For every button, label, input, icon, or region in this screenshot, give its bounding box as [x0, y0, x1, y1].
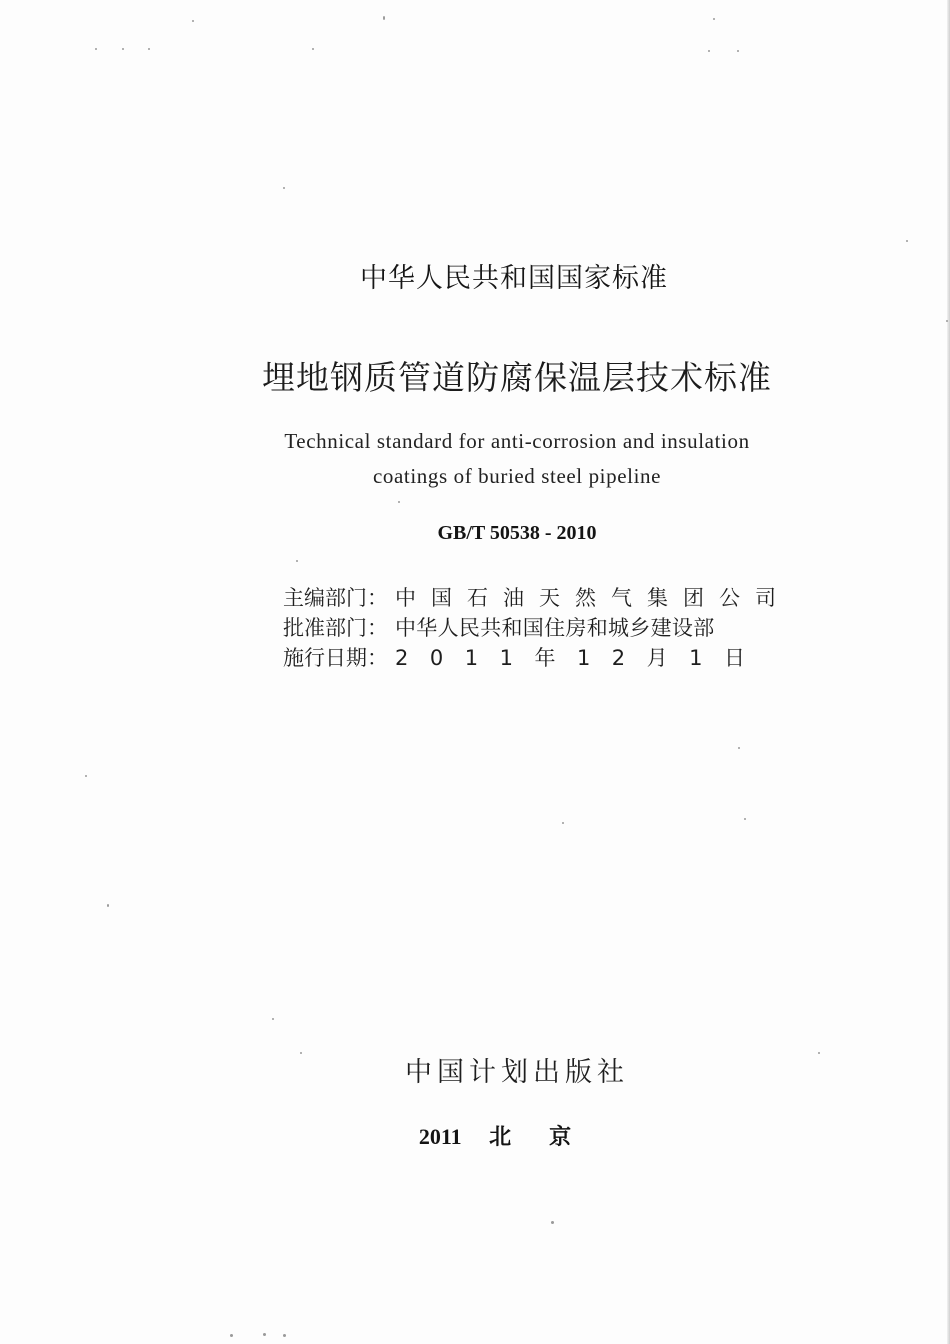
scan-speck: [737, 50, 739, 52]
publication-place-year: [0, 1120, 950, 1151]
scan-speck: [312, 48, 314, 50]
scan-speck: [562, 822, 564, 824]
scan-speck: [192, 20, 194, 22]
publication-year: 2011: [418, 1124, 462, 1149]
info-label: 批准部门：: [283, 616, 388, 640]
scan-speck: [95, 48, 97, 50]
info-label: 施行日期：: [283, 646, 388, 670]
scan-speck: [272, 1018, 274, 1020]
scan-speck: [708, 50, 710, 52]
chief-editor-row: [283, 583, 791, 613]
scan-speck: [263, 1333, 266, 1336]
issuing-info-block: [283, 583, 791, 673]
scan-speck: [738, 747, 740, 749]
effective-date-row: [283, 643, 791, 673]
scan-speck: [283, 187, 285, 189]
document-title-english: [0, 424, 950, 494]
scan-speck: [946, 320, 948, 322]
scan-speck: [713, 18, 715, 20]
scan-speck: [551, 1221, 554, 1224]
chief-editor-value: 中国石油天然气集团公司: [395, 586, 791, 610]
document-title-chinese: 埋地钢质管道防腐保温层技术标准: [262, 358, 772, 397]
standard-series-title: 中华人民共和国国家标准: [360, 263, 668, 294]
english-title-line-1: Technical standard for anti-corrosion and insulation: [284, 429, 750, 453]
scan-speck: [906, 240, 908, 242]
effective-date-value: 2011年12月1日: [395, 646, 767, 670]
scan-speck: [383, 16, 385, 20]
scan-speck: [122, 48, 124, 50]
publication-city: 北京: [489, 1124, 610, 1149]
scan-speck: [230, 1334, 233, 1337]
info-label: 主编部门：: [283, 586, 388, 610]
scan-speck: [107, 904, 109, 907]
approval-dept-row: [283, 613, 791, 643]
scan-speck: [398, 501, 400, 503]
scan-speck: [744, 818, 746, 820]
scan-speck: [296, 560, 298, 562]
scan-speck: [85, 775, 87, 777]
standard-code: GB/T 50538 - 2010: [437, 522, 597, 544]
scan-speck: [283, 1334, 286, 1337]
publisher-name: 中国计划出版社: [405, 1057, 629, 1088]
english-title-line-2: coatings of buried steel pipeline: [372, 464, 662, 488]
approval-dept-value: 中华人民共和国住房和城乡建设部: [395, 616, 715, 640]
scan-speck: [148, 48, 150, 50]
